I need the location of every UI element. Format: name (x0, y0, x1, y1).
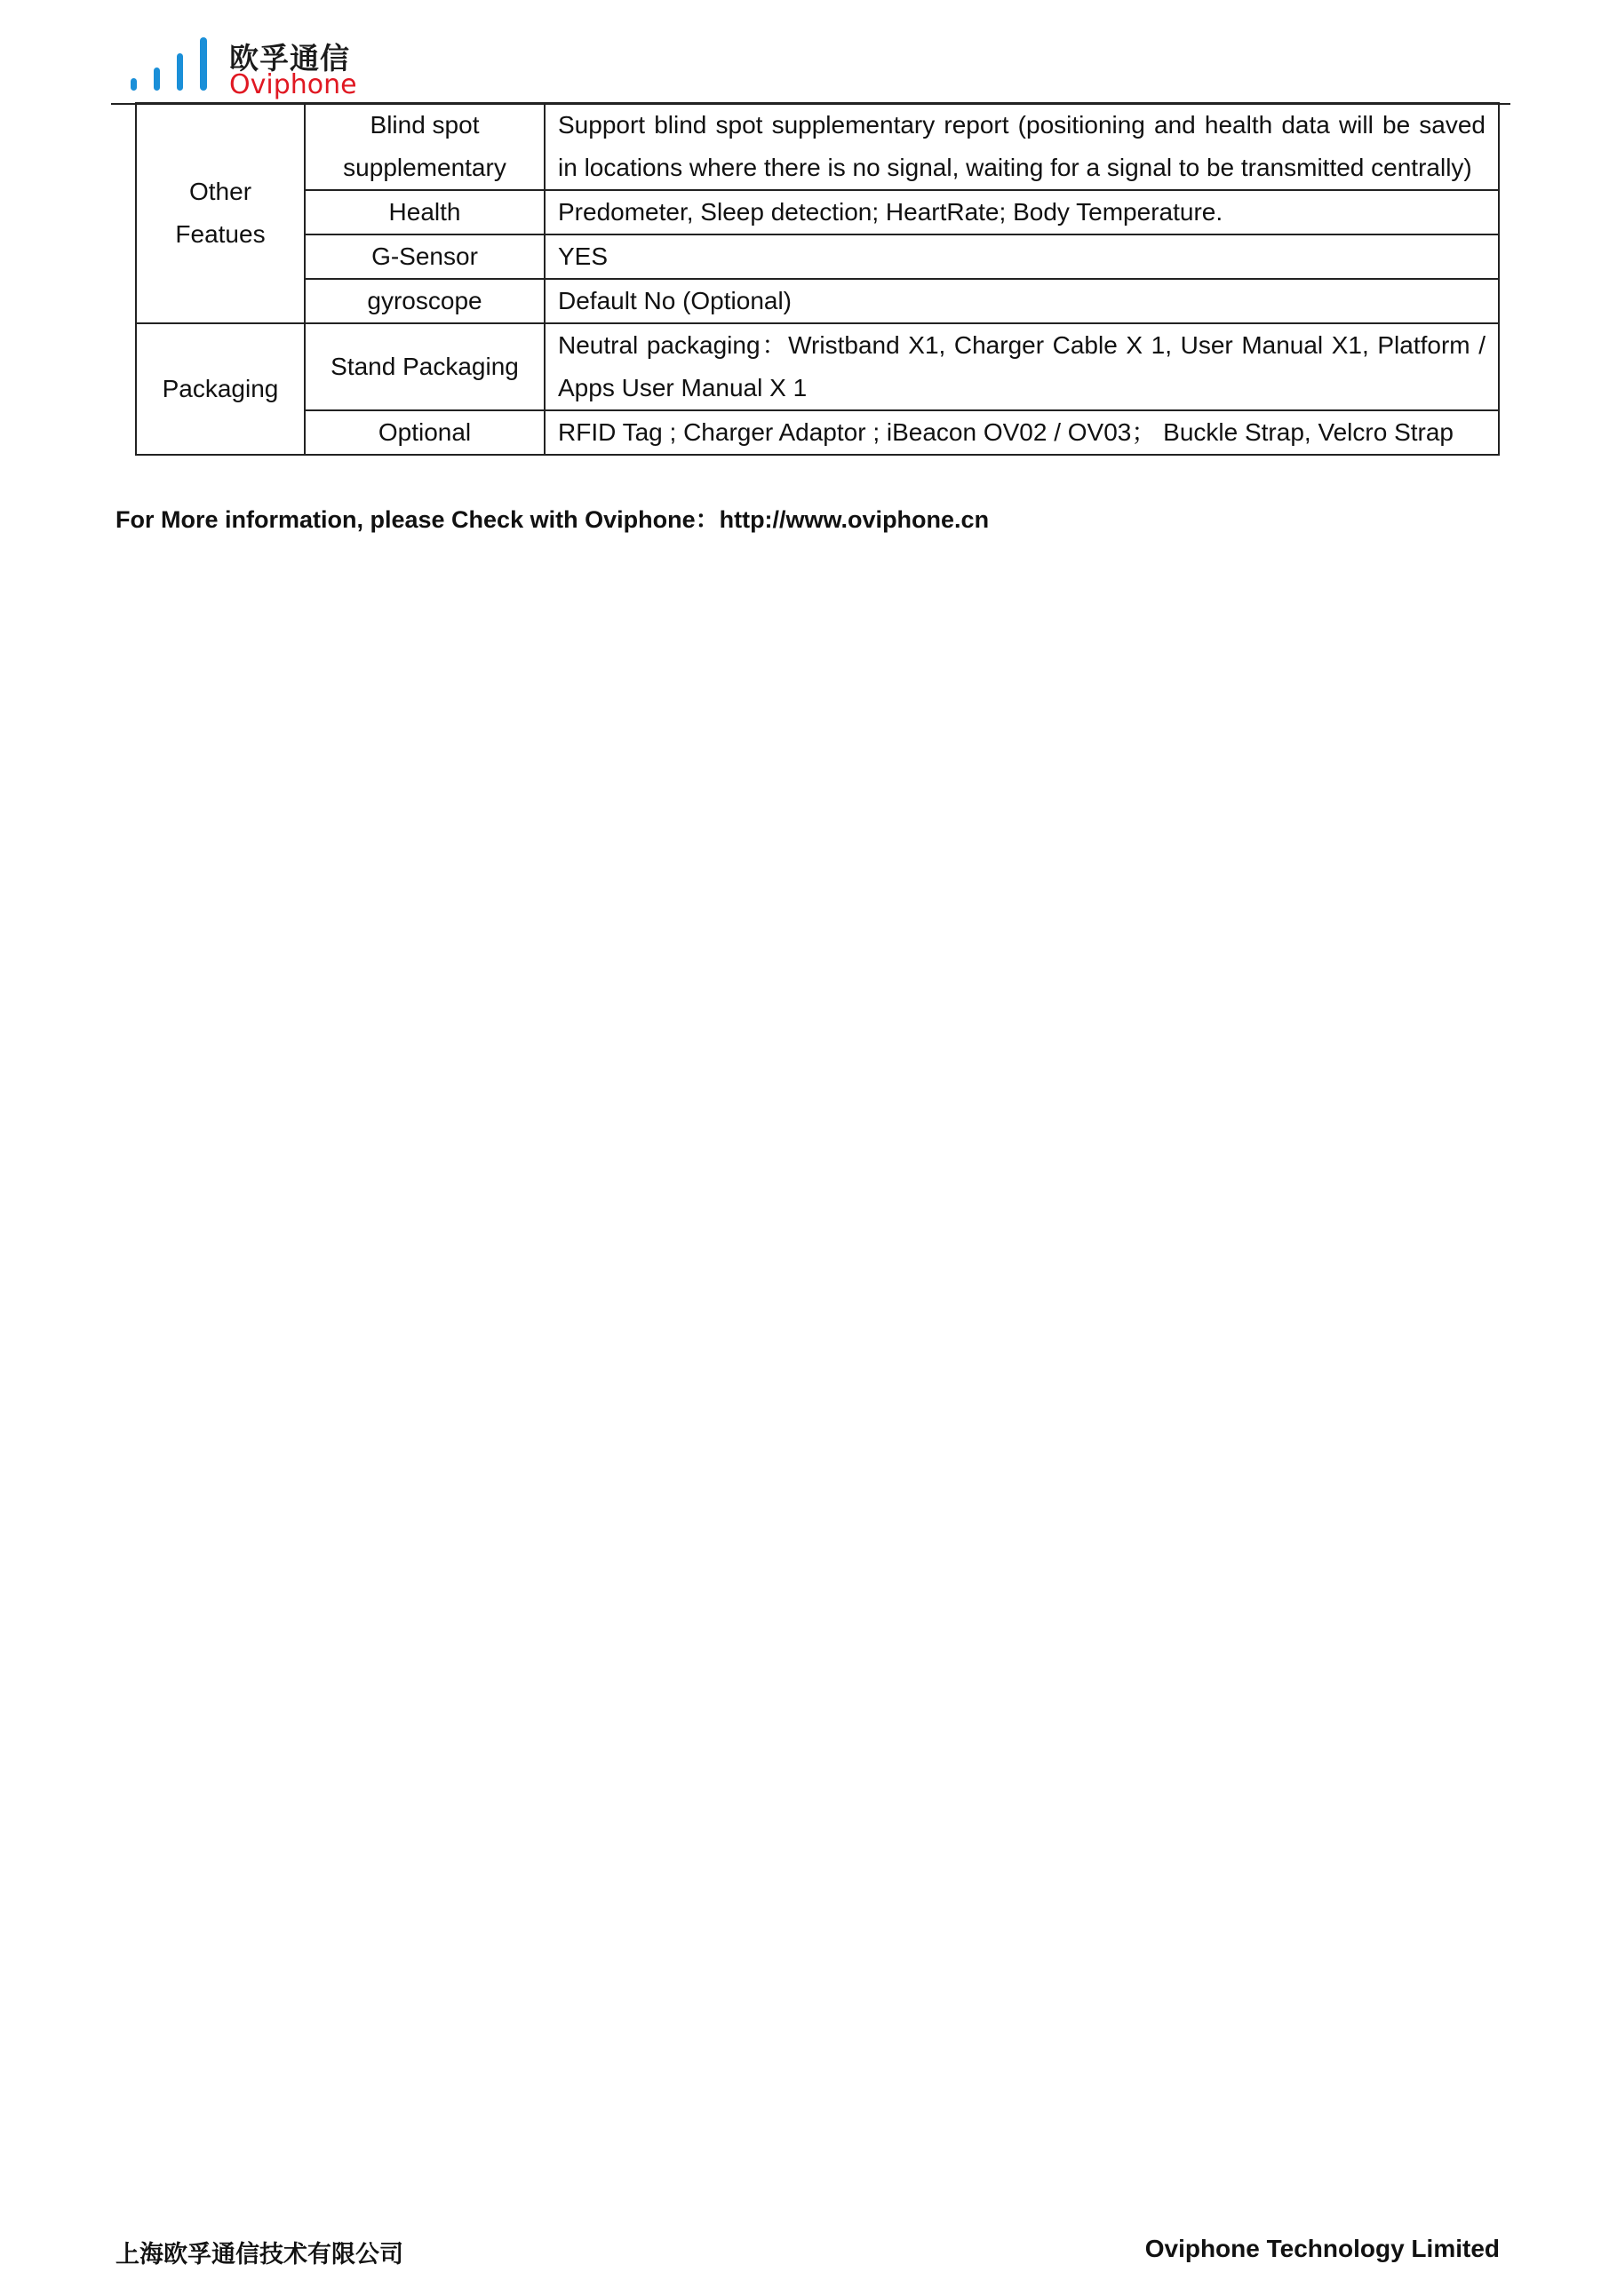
row-label: Optional (305, 410, 545, 455)
row-value: Support blind spot supplementary report (positioning and health data will be saved in locations where there is no signal, waiting for a signal to be transmitted centrally) (545, 103, 1499, 190)
row-label: gyroscope (305, 279, 545, 323)
row-label: Health (305, 190, 545, 234)
row-label: Stand Packaging (305, 323, 545, 410)
row-value: Predometer, Sleep detection; HeartRate; Body Temperature. (545, 190, 1499, 234)
table-row (136, 323, 1499, 410)
company-logo (120, 34, 386, 99)
spec-table (135, 102, 1500, 456)
category-other-features: Other Featues (136, 103, 305, 323)
row-label: G-Sensor (305, 234, 545, 279)
footer-company-cn: 上海欧孚通信技术有限公司 (116, 2241, 403, 2268)
table-row (136, 103, 1499, 190)
row-value: Default No (Optional) (545, 279, 1499, 323)
footer-company-en: Oviphone Technology Limited (1144, 2235, 1500, 2262)
row-value: Neutral packaging：Wristband X1, Charger Cable X 1, User Manual X1, Platform / Apps User Manual X 1 (545, 323, 1499, 410)
row-value: RFID Tag ; Charger Adaptor ; iBeacon OV02 / OV03； Buckle Strap, Velcro Strap (545, 410, 1499, 455)
more-info-text: For More information, please Check with Oviphone：http://www.oviphone.cn (116, 506, 990, 533)
table-row (136, 190, 1499, 234)
logo-english-name: Oviphone (229, 69, 357, 100)
category-packaging: Packaging (136, 323, 305, 455)
row-label: Blind spot supplementary (305, 103, 545, 190)
page-header (111, 34, 1510, 105)
table-row (136, 410, 1499, 455)
table-row (136, 279, 1499, 323)
logo-chinese-name: 欧孚通信 (229, 41, 350, 75)
table-row (136, 234, 1499, 279)
signal-bars-icon (120, 34, 227, 99)
row-value: YES (545, 234, 1499, 279)
